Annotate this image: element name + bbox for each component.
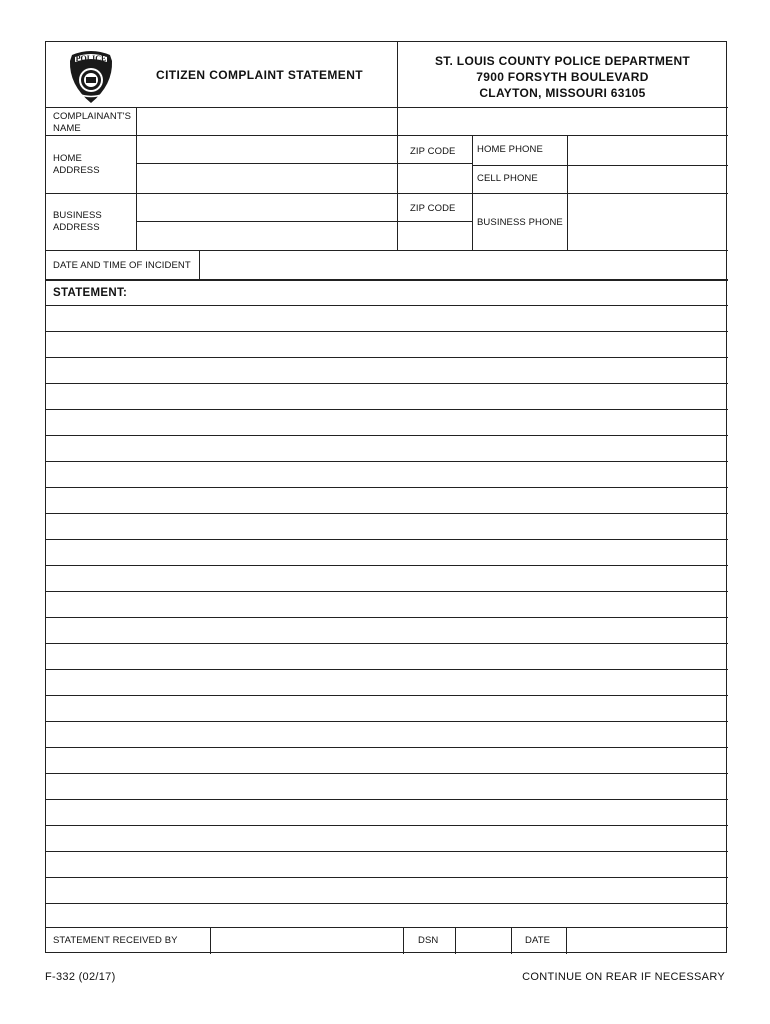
complainant-name-label: COMPLAINANT'S NAME bbox=[53, 111, 132, 134]
received-by-label: STATEMENT RECEIVED BY bbox=[53, 935, 178, 946]
business-zip-label: ZIP CODE bbox=[410, 203, 456, 214]
statement-line bbox=[46, 903, 728, 904]
statement-line bbox=[46, 669, 728, 670]
date-field[interactable] bbox=[567, 928, 727, 954]
statement-line bbox=[46, 487, 728, 488]
statement-line bbox=[46, 331, 728, 332]
date-label: DATE bbox=[525, 935, 551, 946]
statement-line bbox=[46, 513, 728, 514]
statement-line bbox=[46, 799, 728, 800]
statement-line bbox=[46, 357, 728, 358]
complaint-form bbox=[45, 41, 727, 953]
statement-heading: STATEMENT: bbox=[53, 287, 128, 299]
statement-line bbox=[46, 721, 728, 722]
statement-line bbox=[46, 409, 728, 410]
svg-text:POLICE: POLICE bbox=[75, 54, 107, 63]
statement-line bbox=[46, 825, 728, 826]
statement-line bbox=[46, 747, 728, 748]
statement-line bbox=[46, 461, 728, 462]
continue-note: CONTINUE ON REAR IF NECESSARY bbox=[522, 971, 725, 983]
dsn-field[interactable] bbox=[456, 928, 511, 954]
incident-datetime-label: DATE AND TIME OF INCIDENT bbox=[53, 260, 191, 271]
statement-line bbox=[46, 591, 728, 592]
statement-line bbox=[46, 773, 728, 774]
statement-line bbox=[46, 565, 728, 566]
business-address-label: BUSINESS ADDRESS bbox=[53, 210, 102, 233]
statement-line bbox=[46, 617, 728, 618]
statement-line bbox=[46, 435, 728, 436]
statement-line bbox=[46, 851, 728, 852]
received-by-field[interactable] bbox=[211, 928, 403, 954]
home-zip-label: ZIP CODE bbox=[410, 146, 456, 157]
dsn-label: DSN bbox=[418, 935, 439, 946]
form-title: CITIZEN COMPLAINT STATEMENT bbox=[156, 68, 364, 82]
statement-line bbox=[46, 383, 728, 384]
department-street: 7900 FORSYTH BOULEVARD bbox=[476, 70, 649, 84]
cell-phone-label: CELL PHONE bbox=[477, 173, 538, 184]
department-name: ST. LOUIS COUNTY POLICE DEPARTMENT bbox=[434, 54, 691, 68]
business-phone-label: BUSINESS PHONE bbox=[477, 217, 563, 228]
statement-line bbox=[46, 305, 728, 306]
statement-line bbox=[46, 643, 728, 644]
date-left-divider bbox=[511, 927, 512, 954]
statement-line bbox=[46, 695, 728, 696]
form-number: F-332 (02/17) bbox=[45, 971, 116, 983]
statement-line bbox=[46, 877, 728, 878]
statement-area[interactable] bbox=[46, 42, 728, 954]
home-phone-label: HOME PHONE bbox=[477, 144, 543, 155]
home-address-label: HOME ADDRESS bbox=[53, 153, 100, 176]
statement-line bbox=[46, 539, 728, 540]
department-city: CLAYTON, MISSOURI 63105 bbox=[479, 86, 646, 100]
dsn-left-divider bbox=[403, 927, 404, 954]
